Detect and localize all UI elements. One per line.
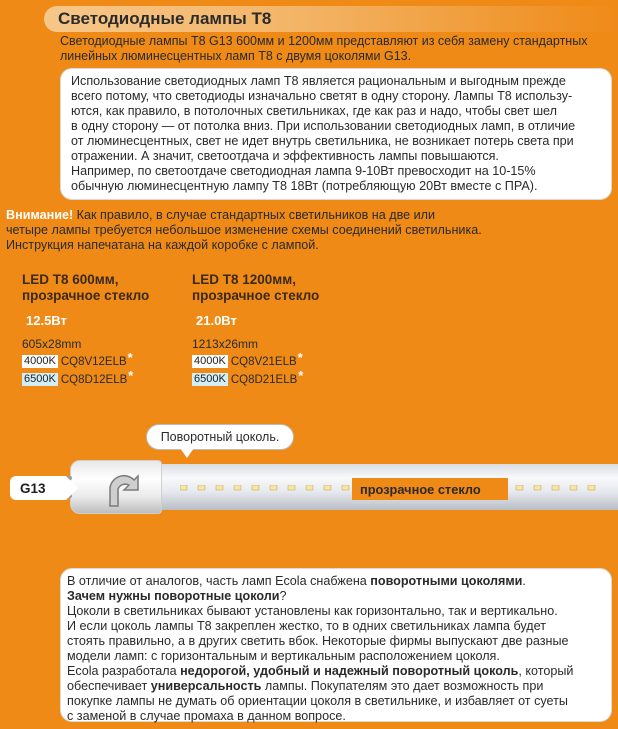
rotary-line: покупке лампы не думать об ориентации цоколя в светильнике, и избавляет от суеты	[67, 694, 568, 708]
kelvin-badge: 4000K	[24, 355, 56, 367]
info-line: Например, по светоотдаче светодиодная лампа 9-10Вт превосходит на 10-15%	[71, 164, 536, 178]
rotary-info-box	[60, 568, 612, 722]
info-box	[60, 68, 612, 200]
text: .	[522, 574, 526, 588]
info-line: отражении. А значит, светоотдача и эффективность лампы повышаются.	[71, 149, 499, 163]
text-bold: Зачем нужны поворотные цоколи	[67, 589, 280, 603]
spec-1200	[192, 272, 319, 387]
text-bold: поворотными цоколями	[370, 574, 523, 588]
page-title: Светодиодные лампы Т8	[58, 9, 272, 28]
intro-text: Светодиодные лампы Т8 G13 600мм и 1200мм представляют из себя замену стандартных линейных люминесцентных ламп Т8 с двумя цоколями G13.	[60, 34, 588, 63]
spec-variant	[22, 350, 149, 369]
info-line: в одну сторону — от потолка вниз. При использовании светодиодных ламп, в отличие	[71, 119, 576, 133]
asterisk-mark: *	[298, 368, 304, 383]
info-line: от люминесцентных, свет не идет внутрь светильника, не возникает потерь света при	[71, 134, 574, 148]
spec-subtitle: прозрачное стекло	[22, 288, 150, 303]
spec-dimensions: 1213x26mm	[192, 337, 259, 351]
info-line: ются, как правило, в потолочных светильниках, где как раз и надо, чтобы свет шел	[71, 104, 557, 118]
rotary-line: стоять правильно, а в других светить вбок. Некоторые фирмы выпускают две разные	[67, 634, 569, 648]
rotary-line: Цоколи в светильниках бывают установлены как горизонтально, так и вертикально.	[67, 604, 558, 618]
asterisk-mark: *	[127, 350, 133, 365]
kelvin-badge: 4000K	[194, 355, 226, 367]
text-bold: недорогой, удобный и надежный поворотный цоколь	[180, 664, 519, 678]
rotary-line	[67, 664, 605, 679]
asterisk-mark: *	[297, 350, 303, 365]
spec-variant	[192, 368, 319, 387]
rotary-line	[67, 574, 605, 589]
spec-dimensions: 605x28mm	[22, 337, 82, 351]
rotate-arrow-icon	[104, 468, 144, 510]
text: ?	[279, 589, 287, 603]
kelvin-badge: 6500K	[194, 373, 226, 385]
text: , который	[518, 664, 574, 678]
attention-line: Как правило, в случае стандартных светильников на две или	[73, 208, 436, 222]
rotary-line: И если цоколь лампы Т8 закреплен жестко, то в одних светильниках лампа будет	[67, 619, 546, 633]
product-code: CQ8V12ELB	[60, 355, 127, 368]
rotary-question	[67, 589, 605, 604]
product-code: CQ8V21ELB	[230, 355, 297, 368]
text-bold: универсальность	[150, 679, 262, 693]
spec-power: 21.0Вт	[196, 313, 237, 328]
attention-label: Внимание!	[6, 208, 74, 222]
info-line: всего потому, что светодиоды изначально светят в одну сторону. Лампы Т8 использу-	[71, 89, 573, 103]
rotary-line: модели ламп: с горизонтальным и вертикальным расположением цоколя.	[67, 649, 500, 663]
callout-tail	[180, 448, 194, 458]
spec-title: LED T8 600мм,	[22, 272, 119, 287]
text: обеспечивает	[67, 679, 151, 693]
kelvin-badge: 6500K	[24, 373, 56, 385]
rotary-line: с заменой в случае промаха в данном вопросе.	[67, 709, 346, 723]
rotary-cap-callout: Поворотный цоколь.	[146, 424, 294, 450]
product-code: CQ8D21ELB	[230, 373, 298, 386]
spec-power: 12.5Вт	[26, 313, 67, 328]
spec-subtitle: прозрачное стекло	[192, 288, 320, 303]
info-line: обычную люминесцентную лампу Т8 18Вт (потребляющую 20Вт вместе с ПРА).	[71, 179, 538, 193]
spec-variant	[22, 368, 149, 387]
spec-title: LED T8 1200мм,	[192, 272, 297, 287]
spec-600	[22, 272, 149, 387]
text: Ecola разработала	[67, 664, 181, 678]
attention-line: четыре лампы требуется небольшое изменение схемы соединений светильника.	[6, 223, 482, 237]
text: В отличие от аналогов, часть ламп Ecola снабжена	[67, 574, 371, 588]
attention-line: Инструкция напечатана на каждой коробке с лампой.	[6, 238, 319, 252]
rotary-line	[67, 679, 605, 694]
g13-label: G13	[10, 476, 66, 500]
text: лампы. Покупателям это дает возможность при	[261, 679, 544, 693]
product-code: CQ8D12ELB	[60, 373, 128, 386]
info-line: Использование светодиодных ламп Т8 является рациональным и выгодным прежде	[71, 74, 566, 88]
asterisk-mark: *	[128, 368, 134, 383]
glass-label: прозрачное стекло	[352, 478, 508, 500]
spec-variant	[192, 350, 319, 369]
attention-note	[6, 208, 566, 253]
